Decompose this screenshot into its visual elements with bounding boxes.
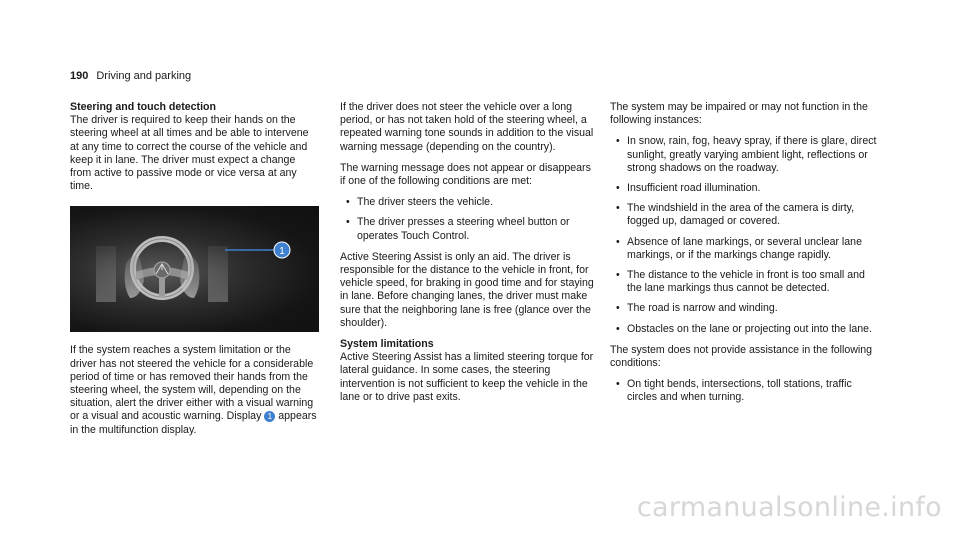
paragraph: Active Steering Assist is only an aid. The driver is responsible for the distance to the vehicle in front, for vehicle speed, for braking in good time and for staying in lane. Before changing lanes, the driver must make sure that the neighboring lane is free (glance over the shoulder). (340, 250, 594, 329)
bullet-icon: • (346, 216, 350, 229)
bullet-icon: • (616, 135, 620, 148)
paragraph: If the system reaches a system limitation or the driver has not steered the vehicle for a considerable period of time or has removed their hands from the steering wheel, the system will, depending on the situation, alert the driver either with a visual warning or a visual and acoustic warning. Display 1 appears in the multifunction display. (70, 344, 317, 436)
paragraph: The system may be impaired or may not function in the following instances: (610, 101, 868, 127)
list-item: • The distance to the vehicle in front is too small and the lane markings thus cannot be detected. (616, 269, 865, 295)
paragraph: The system does not provide assistance in the following conditions: (610, 343, 873, 370)
list-item: • The windshield in the area of the camera is dirty, fogged up, damaged or covered. (616, 202, 855, 228)
list-item: • In snow, rain, fog, heavy spray, if there is glare, direct sunlight, greatly varying ambient light, reflections or strong shadows on the roadway. (616, 135, 877, 174)
list-item: • Absence of lane markings, or several unclear lane markings, or if the markings change rapidly. (616, 235, 862, 261)
list-item: • On tight bends, intersections, toll stations, traffic circles and when turning. (616, 378, 852, 404)
bullet-icon: • (616, 202, 620, 215)
page-number: 190 (70, 70, 89, 82)
bullet-icon: • (616, 269, 620, 282)
callout-1-badge: 1 (264, 411, 275, 422)
steering-wheel-illustration (70, 206, 319, 332)
bullet-icon: • (616, 378, 620, 391)
bullet-icon: • (616, 322, 620, 335)
bullet-list (610, 378, 880, 404)
column-3 (610, 101, 880, 413)
paragraph: If the driver does not steer the vehicle over a long period, or has not taken hold of the steering wheel, a repeated warning tone sounds in addition to the visual warning message (depending on the country). (340, 101, 594, 153)
bullet-icon: • (616, 302, 620, 315)
watermark: carmanualsonline.info (636, 492, 942, 523)
column-1 (70, 101, 318, 445)
column-2 (340, 101, 595, 412)
list-item: • The road is narrow and winding. (616, 302, 778, 315)
list-item: • The driver presses a steering wheel button or operates Touch Control. (346, 216, 570, 242)
page-header (70, 70, 191, 82)
paragraph: Active Steering Assist has a limited steering torque for lateral guidance. In some cases, the steering intervention is not sufficient to keep the vehicle in the lane or to drive past exits. (340, 351, 594, 403)
paragraph: The warning message does not appear or disappears if one of the following conditions are met: (340, 161, 591, 188)
bullet-icon: • (616, 182, 620, 195)
paragraph: The driver is required to keep their hands on the steering wheel at all times and be able to intervene at any time to correct the course of the vehicle and keep it in lane. The driver must expect a change from active to passive mode or vice versa at any time. (70, 114, 309, 193)
bullet-list (340, 196, 595, 243)
bullet-list (610, 135, 880, 335)
section-heading: System limitations (340, 338, 434, 351)
section-title: Driving and parking (96, 70, 192, 82)
list-item: • Insufficient road illumination. (616, 182, 761, 195)
list-item: • The driver steers the vehicle. (346, 196, 494, 209)
bullet-icon: • (346, 196, 350, 209)
list-item: • Obstacles on the lane or projecting out into the lane. (616, 322, 872, 335)
section-heading: Steering and touch detection (70, 101, 216, 113)
bullet-icon: • (616, 235, 620, 248)
callout-1-label: 1 (279, 246, 285, 258)
